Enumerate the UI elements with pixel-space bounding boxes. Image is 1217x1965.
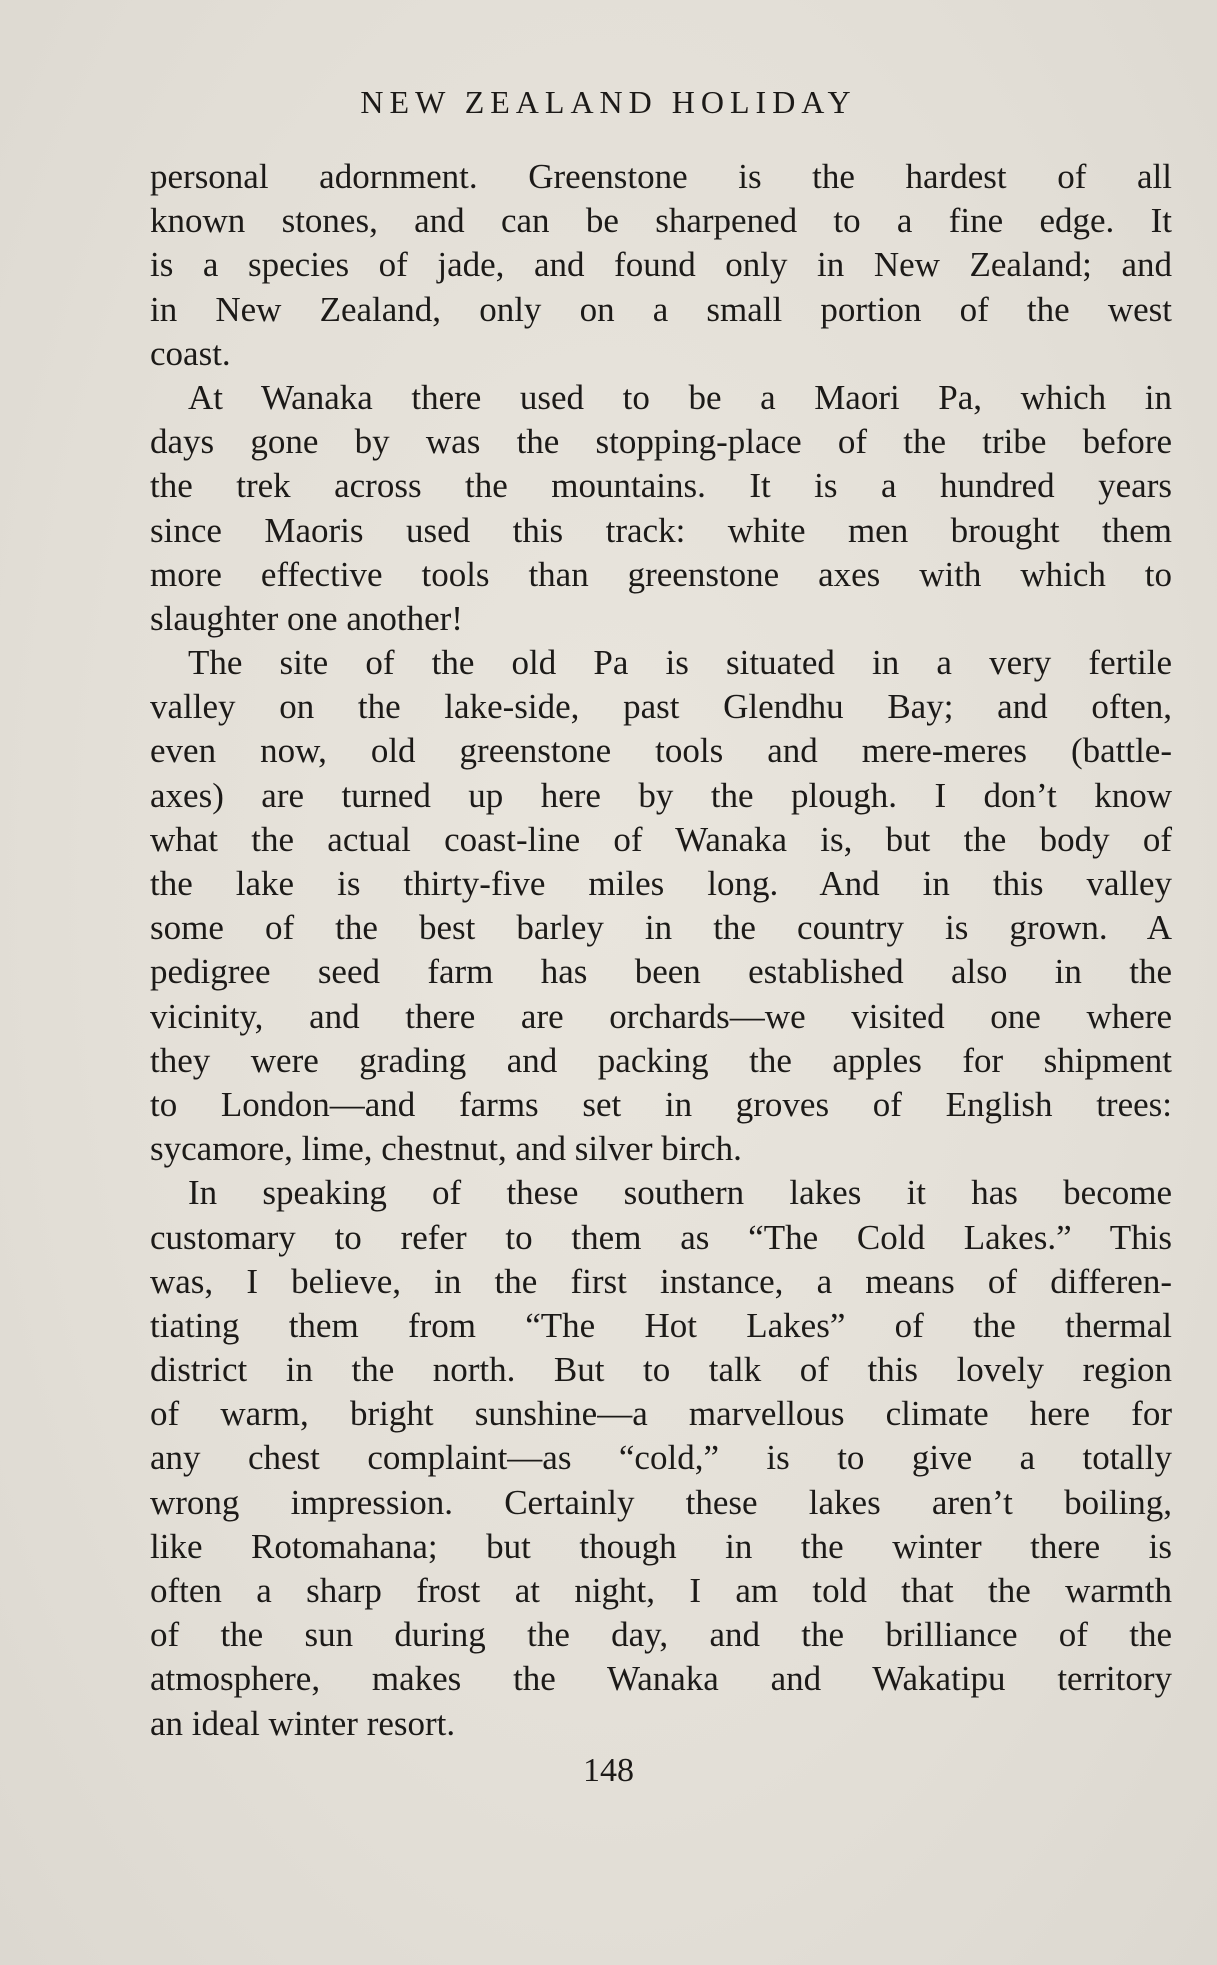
text-line: the lake is thirty-five miles long. And in this valley (150, 864, 1172, 903)
text-line: At Wanaka there used to be a Maori Pa, which in (188, 377, 1172, 417)
text-line: of warm, bright sunshine—a marvellous climate here for (150, 1394, 1172, 1434)
text-line: wrong impression. Certainly these lakes aren’t boiling, (150, 1482, 1172, 1522)
paragraph (150, 641, 1172, 1171)
text-line: the trek across the mountains. It is a hundred years (150, 466, 1172, 506)
body-text (150, 155, 1172, 1746)
text-line: sycamore, lime, chestnut, and silver birch. (150, 1129, 742, 1169)
text-line: an ideal winter resort. (150, 1703, 456, 1743)
text-line: any chest complaint—as “cold,” is to give a totally (150, 1438, 1172, 1478)
text-line: In speaking of these southern lakes it has become (188, 1173, 1172, 1213)
text-line: they were grading and packing the apples for shipment (150, 1040, 1172, 1080)
page-number: 148 (583, 1752, 634, 1789)
text-line: to London—and farms set in groves of English trees: (150, 1084, 1172, 1124)
text-line: slaughter one another! (150, 598, 463, 638)
text-line: is a species of jade, and found only in New Zealand; and (150, 245, 1172, 285)
text-line: some of the best barley in the country is grown. A (150, 908, 1172, 948)
text-line: atmosphere, makes the Wanaka and Wakatipu territory (150, 1659, 1172, 1699)
text-line: tiating them from “The Hot Lakes” of the thermal (150, 1305, 1172, 1345)
text-line: customary to refer to them as “The Cold Lakes.” This (150, 1217, 1172, 1257)
text-line: was, I believe, in the first instance, a means of differen- (150, 1261, 1172, 1301)
text-line: of the sun during the day, and the brilliance of the (150, 1615, 1172, 1655)
text-line: pedigree seed farm has been established also in the (150, 952, 1172, 992)
text-line: coast. (150, 333, 231, 373)
text-line: days gone by was the stopping-place of the tribe before (150, 422, 1172, 462)
paragraph (150, 376, 1172, 641)
text-line: axes) are turned up here by the plough. I don’t know (150, 775, 1172, 815)
text-line: The site of the old Pa is situated in a very fertile (188, 643, 1172, 683)
text-line: like Rotomahana; but though in the winter there is (150, 1526, 1172, 1566)
text-line: valley on the lake-side, past Glendhu Bay; and often, (150, 687, 1172, 727)
paragraph (150, 155, 1172, 376)
text-line: vicinity, and there are orchards—we visited one where (150, 996, 1172, 1036)
text-line: often a sharp frost at night, I am told that the warmth (150, 1571, 1172, 1610)
text-line: district in the north. But to talk of this lovely region (150, 1350, 1172, 1390)
running-header: NEW ZEALAND HOLIDAY (360, 84, 857, 120)
text-line: what the actual coast-line of Wanaka is, but the body of (150, 819, 1172, 859)
text-line: known stones, and can be sharpened to a fine edge. It (150, 201, 1172, 241)
paragraph (150, 1171, 1172, 1745)
text-line: personal adornment. Greenstone is the hardest of all (150, 157, 1172, 196)
text-line: in New Zealand, only on a small portion of the west (150, 289, 1172, 329)
text-line: more effective tools than greenstone axes with which to (150, 554, 1172, 594)
text-line: since Maoris used this track: white men brought them (150, 510, 1172, 550)
text-line: even now, old greenstone tools and mere-meres (battle- (150, 731, 1172, 771)
